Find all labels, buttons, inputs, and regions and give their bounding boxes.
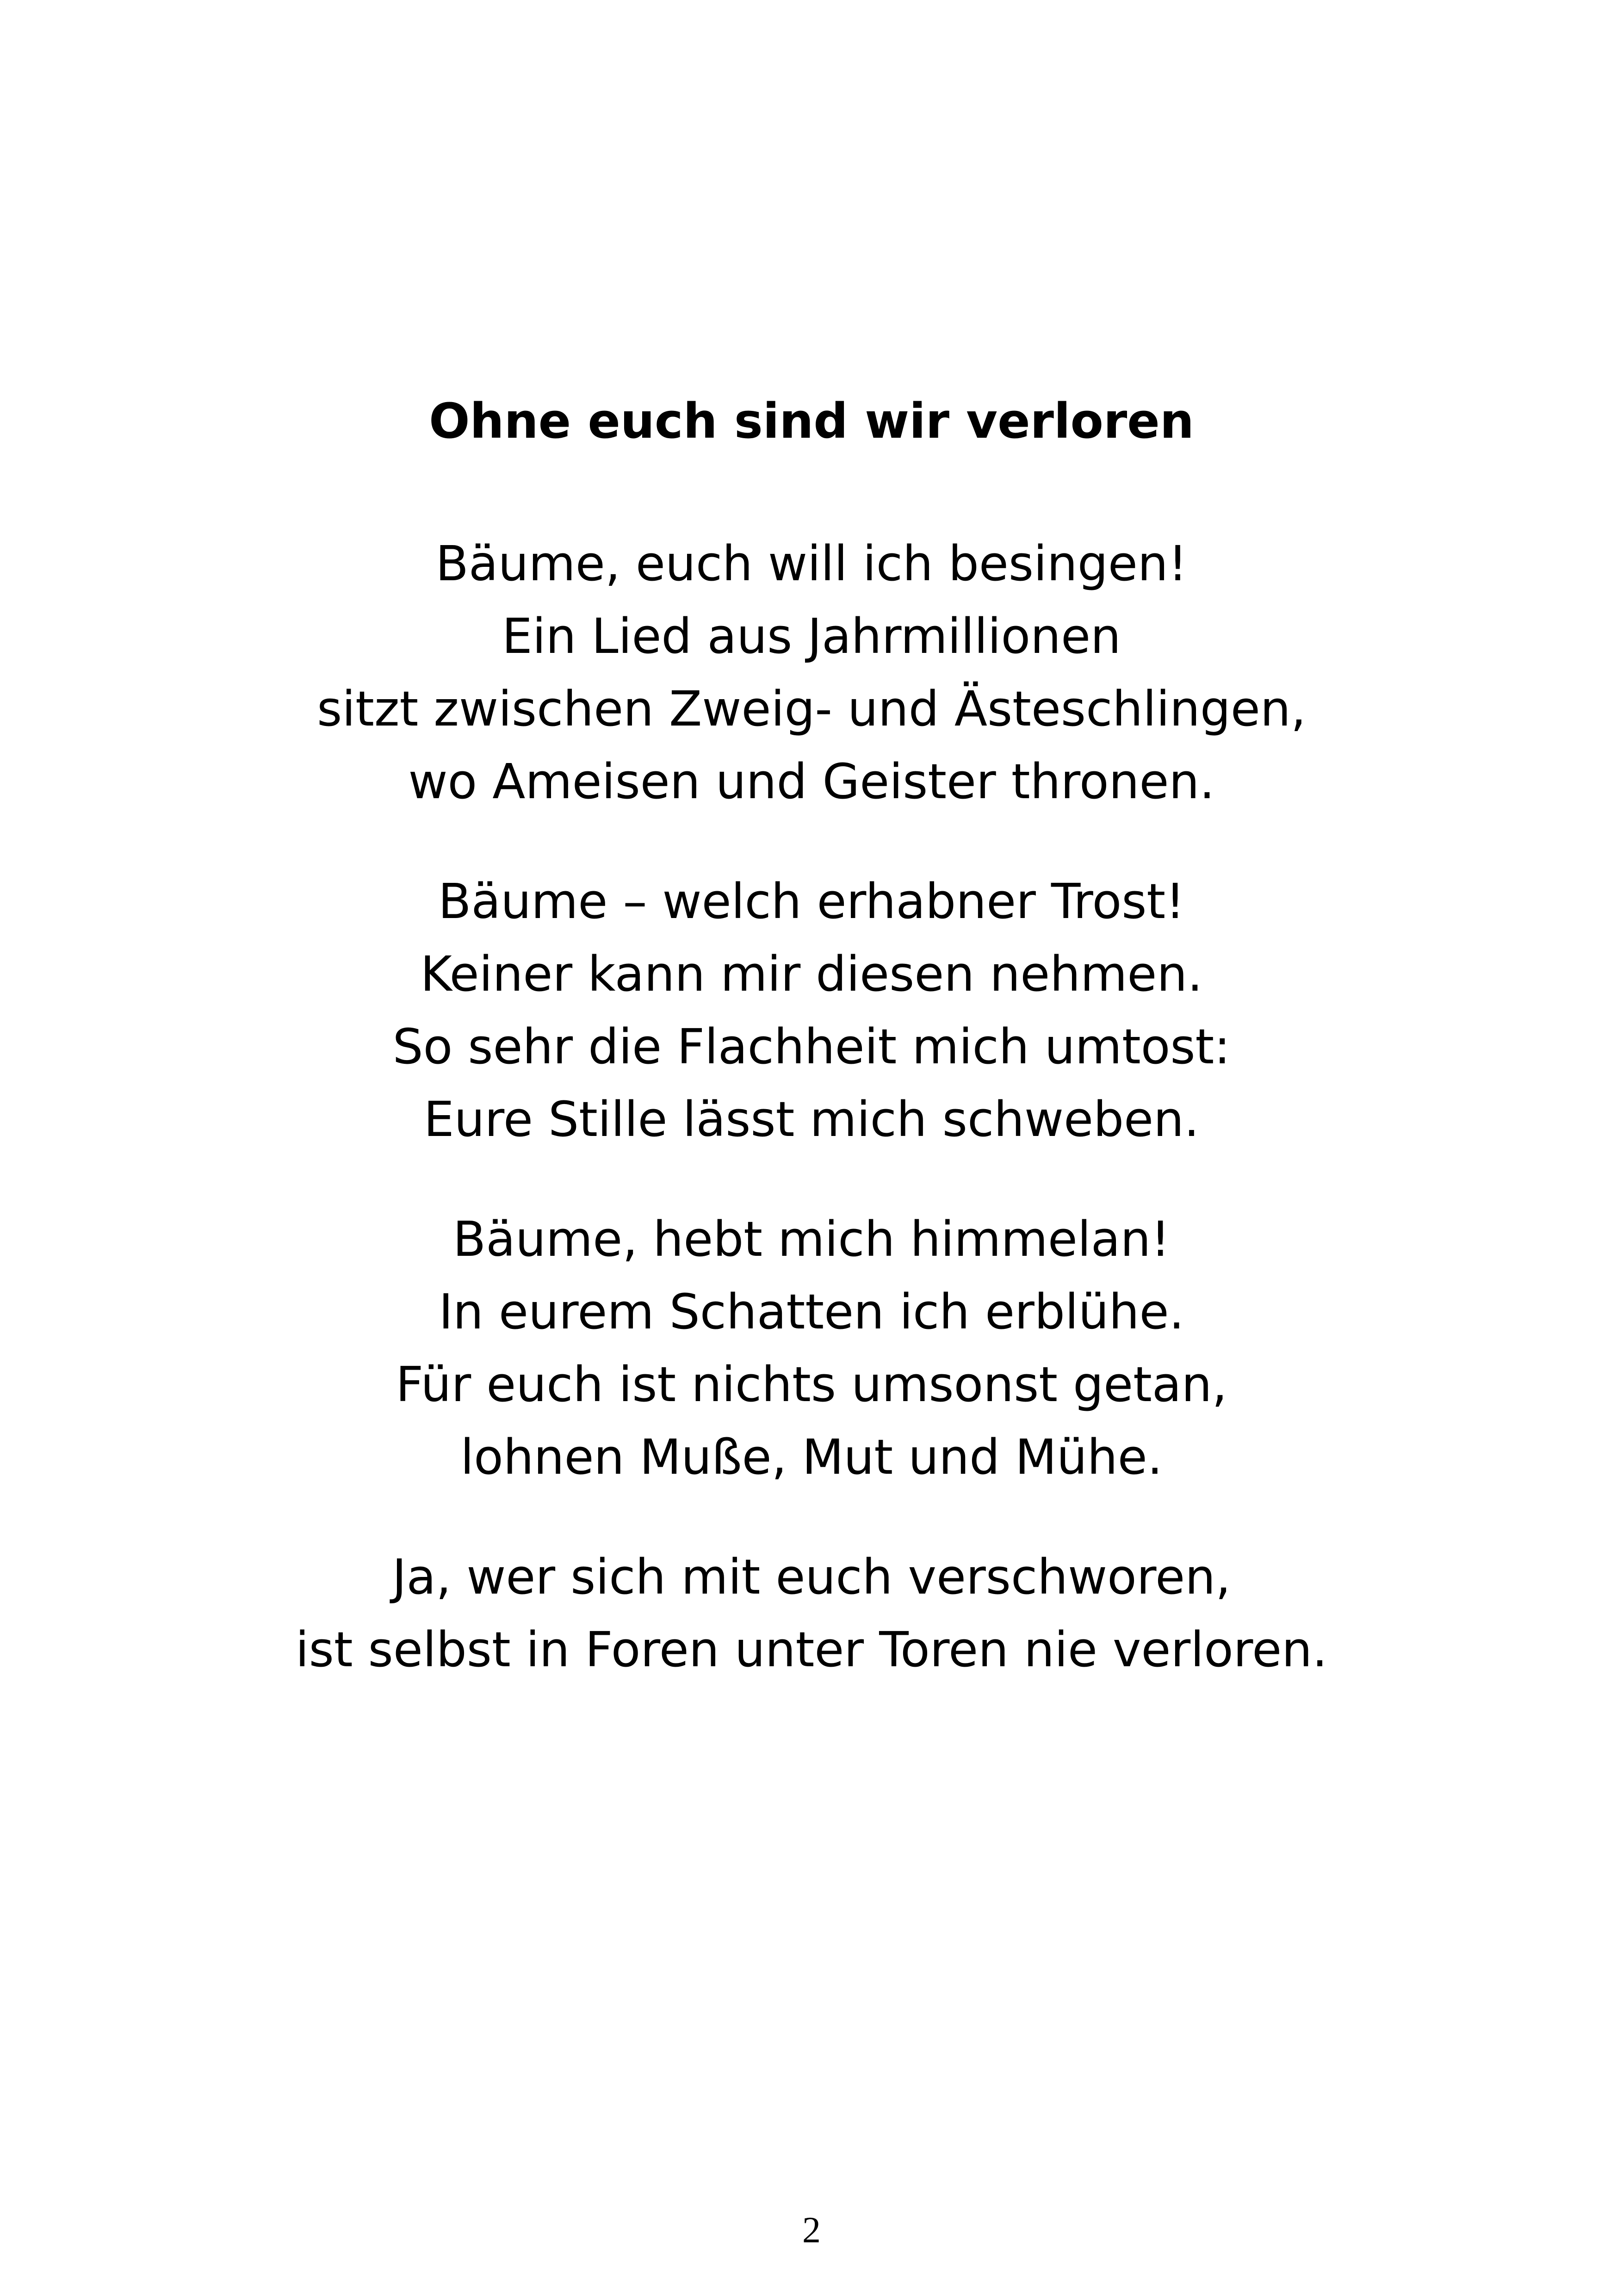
stanza-1 (0, 527, 1623, 818)
poem-line: Für euch ist nichts umsonst getan, (396, 1356, 1227, 1413)
poem-line: Ein Lied aus Jahrmillionen (502, 608, 1121, 664)
poem-line: Eure Stille lässt mich schweben. (423, 1091, 1200, 1148)
poem-line: So sehr die Flachheit mich umtost: (392, 1018, 1231, 1075)
poem-line: ist selbst in Foren unter Toren nie verloren. (295, 1621, 1328, 1678)
stanza-3 (0, 1203, 1623, 1494)
poem-line: sitzt zwischen Zweig- und Ästeschlingen, (317, 681, 1306, 737)
page-number: 2 (802, 2210, 821, 2251)
poem-line: Bäume, hebt mich himmelan! (452, 1211, 1171, 1267)
poem-line: wo Ameisen und Geister thronen. (408, 753, 1215, 810)
poem-body (0, 527, 1623, 1686)
poem-line: lohnen Muße, Mut und Mühe. (460, 1429, 1163, 1485)
poem-line: In eurem Schatten ich erblühe. (439, 1284, 1184, 1340)
poem-title: Ohne euch sind wir verloren (429, 393, 1194, 449)
poem-line: Bäume, euch will ich besingen! (435, 535, 1188, 592)
poem-line: Keiner kann mir diesen nehmen. (420, 946, 1203, 1002)
stanza-4 (0, 1541, 1623, 1686)
poem-line: Bäume – welch erhabner Trost! (438, 873, 1185, 930)
poem-line: Ja, wer sich mit euch verschworen, (392, 1549, 1231, 1605)
stanza-2 (0, 865, 1623, 1156)
